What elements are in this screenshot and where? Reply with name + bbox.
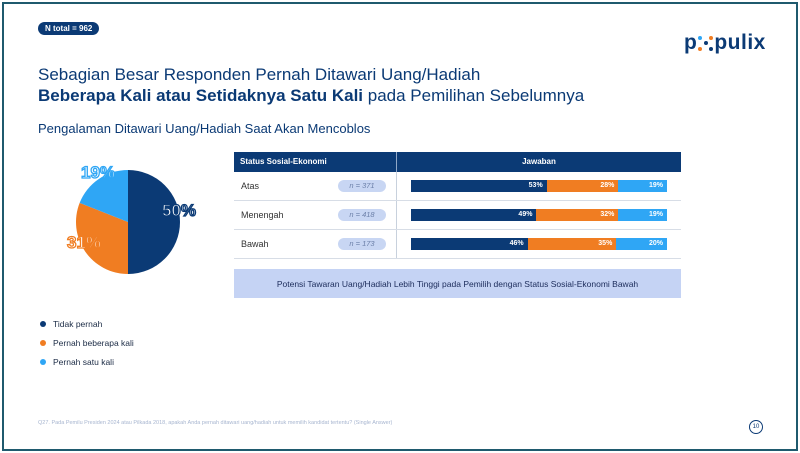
table-row bbox=[234, 172, 681, 201]
chart-subtitle: Pengalaman Ditawari Uang/Hadiah Saat Akan Mencoblos bbox=[38, 121, 371, 136]
row-label-cell bbox=[234, 230, 397, 258]
bar-segment-pernah-satu-kali: 20% bbox=[616, 238, 667, 250]
table-header bbox=[234, 152, 681, 172]
bar-segment-pernah-beberapa-kali: 28% bbox=[547, 180, 619, 192]
legend bbox=[40, 316, 134, 373]
legend-label: Tidak pernah bbox=[53, 319, 103, 329]
pie-slice-tidak-pernah bbox=[128, 170, 180, 274]
table-row bbox=[234, 230, 681, 259]
sample-size-pill: n = 418 bbox=[338, 209, 386, 221]
logo-prefix: p bbox=[684, 31, 698, 54]
bar-segment-tidak-pernah: 46% bbox=[411, 238, 528, 250]
pie-data-label: 31% bbox=[66, 233, 102, 252]
pie-data-label: 19% bbox=[80, 163, 116, 182]
legend-dot-pernah-beberapa-kali bbox=[40, 340, 46, 346]
row-label: Menengah bbox=[241, 210, 284, 220]
bar-segment-pernah-satu-kali: 19% bbox=[618, 209, 667, 221]
page-title-rest: pada Pemilihan Sebelumnya bbox=[363, 86, 585, 105]
legend-label: Pernah beberapa kali bbox=[53, 338, 134, 348]
stacked-bar bbox=[411, 238, 667, 250]
page-title-line1: Sebagian Besar Responden Pernah Ditawari Uang/Hadiah bbox=[38, 65, 481, 84]
legend-item-pernah-beberapa-kali bbox=[40, 335, 134, 351]
bar-segment-tidak-pernah: 53% bbox=[411, 180, 547, 192]
insight-note: Potensi Tawaran Uang/Hadiah Lebih Tinggi pada Pemilih dengan Status Sosial-Ekonomi Bawah bbox=[234, 269, 681, 298]
n-total-badge: N total = 962 bbox=[38, 22, 99, 35]
legend-dot-tidak-pernah bbox=[40, 321, 46, 327]
bar-segment-pernah-beberapa-kali: 32% bbox=[536, 209, 618, 221]
bar-segment-tidak-pernah: 49% bbox=[411, 209, 536, 221]
pie-chart-svg bbox=[62, 160, 202, 280]
row-label-cell bbox=[234, 172, 397, 200]
page-number: 10 bbox=[749, 420, 763, 434]
bar-segment-pernah-beberapa-kali: 35% bbox=[528, 238, 617, 250]
row-label: Bawah bbox=[241, 239, 269, 249]
stacked-bar bbox=[411, 180, 667, 192]
pie-data-label: 50% bbox=[161, 201, 196, 220]
stacked-bar bbox=[411, 209, 667, 221]
row-label: Atas bbox=[241, 181, 260, 191]
legend-label: Pernah satu kali bbox=[53, 357, 114, 367]
legend-item-tidak-pernah bbox=[40, 316, 134, 332]
col-header-jawaban: Jawaban bbox=[522, 157, 556, 166]
sample-size-pill: n = 371 bbox=[338, 180, 386, 192]
populix-logo bbox=[684, 31, 766, 55]
question-footnote: Q27. Pada Pemilu Presiden 2024 atau Pilkada 2018, apakah Anda pernah ditawari uang/hadiah untuk memilih kandidat tertentu? (Single Answer) bbox=[38, 420, 393, 426]
legend-item-pernah-satu-kali bbox=[40, 354, 134, 370]
sample-size-pill: n = 173 bbox=[338, 238, 386, 250]
row-label-cell bbox=[234, 201, 397, 229]
page-title-line2 bbox=[38, 86, 584, 106]
logo-suffix: pulix bbox=[714, 31, 766, 54]
table-row bbox=[234, 201, 681, 230]
page-title-bold: Beberapa Kali atau Setidaknya Satu Kali bbox=[38, 86, 364, 105]
col-header-status: Status Sosial-Ekonomi bbox=[234, 152, 397, 172]
ses-table bbox=[234, 152, 681, 259]
logo-dots-icon bbox=[698, 36, 713, 51]
bar-segment-pernah-satu-kali: 19% bbox=[618, 180, 667, 192]
legend-dot-pernah-satu-kali bbox=[40, 359, 46, 365]
pie-chart bbox=[62, 160, 202, 280]
